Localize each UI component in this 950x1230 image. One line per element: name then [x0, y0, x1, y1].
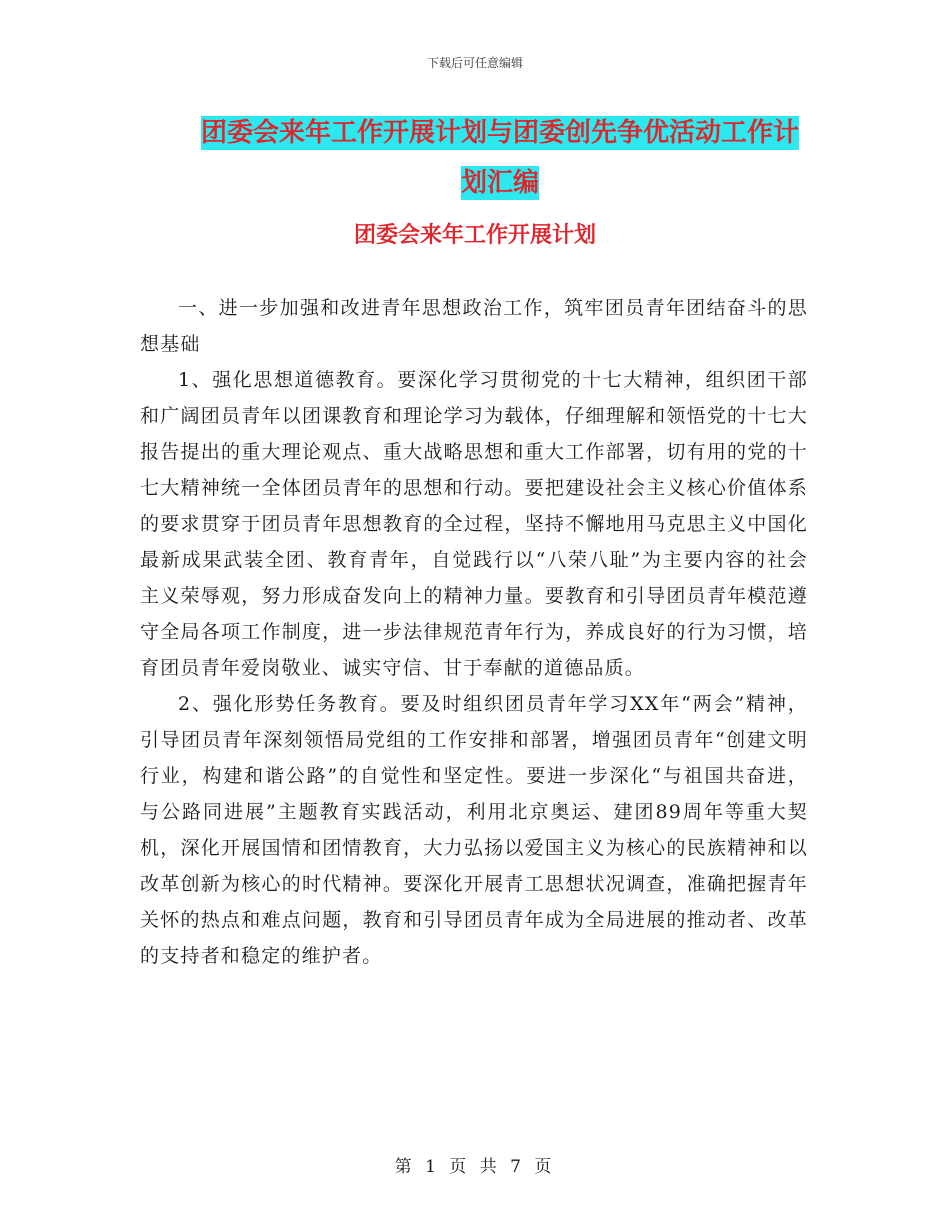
- document-title-text: 团委会来年工作开展计划与团委创先争优活动工作计划汇编: [200, 118, 799, 198]
- header-note: 下载后可任意编辑: [426, 56, 523, 70]
- document-title: [190, 108, 810, 208]
- section-title: 团委会来年工作开展计划: [353, 223, 596, 248]
- paragraph-2: 2、强化形势任务教育。要及时组织团员青年学习XX年“两会”精神，引导团员青年深刻领悟局党组的工作安排和部署，增强团员青年“创建文明行业，构建和谐公路”的自觉性和坚定性。要进一步深化“与祖国共奋进，与公路同进展”主题教育实践活动，利用北京奥运、建团89周年等重大契机，深化开展国情和团情教育，大力弘扬以爱国主义为核心的民族精神和以改革创新为核心的时代精神。要深化开展青工思想状况调查，准确把握青年关怀的热点和难点问题，教育和引导团员青年成为全局进展的推动者、改革的支持者和稳定的维护者。: [140, 693, 808, 967]
- paragraph-1: 1、强化思想道德教育。要深化学习贯彻党的十七大精神，组织团干部和广阔团员青年以团课教育和理论学习为载体，仔细理解和领悟党的十七大报告提出的重大理论观点、重大战略思想和重大工作部署，切有用的党的十七大精神统一全体团员青年的思想和行动。要把建设社会主义核心价值体系的要求贯穿于团员青年思想教育的全过程，坚持不懈地用马克思主义中国化最新成果武装全团、教育青年，自觉践行以“八荣八耻”为主要内容的社会主义荣辱观，努力形成奋发向上的精神力量。要教育和引导团员青年模范遵守全局各项工作制度，进一步法律规范青年行为，养成良好的行为习惯，培育团员青年爱岗敬业、诚实守信、甘于奉献的道德品质。: [140, 369, 808, 679]
- paragraph-heading-1: 一、进一步加强和改进青年思想政治工作，筑牢团员青年团结奋斗的思想基础: [140, 297, 808, 355]
- document-body: [140, 290, 808, 974]
- page-number: 第 1 页 共 7 页: [394, 1157, 556, 1177]
